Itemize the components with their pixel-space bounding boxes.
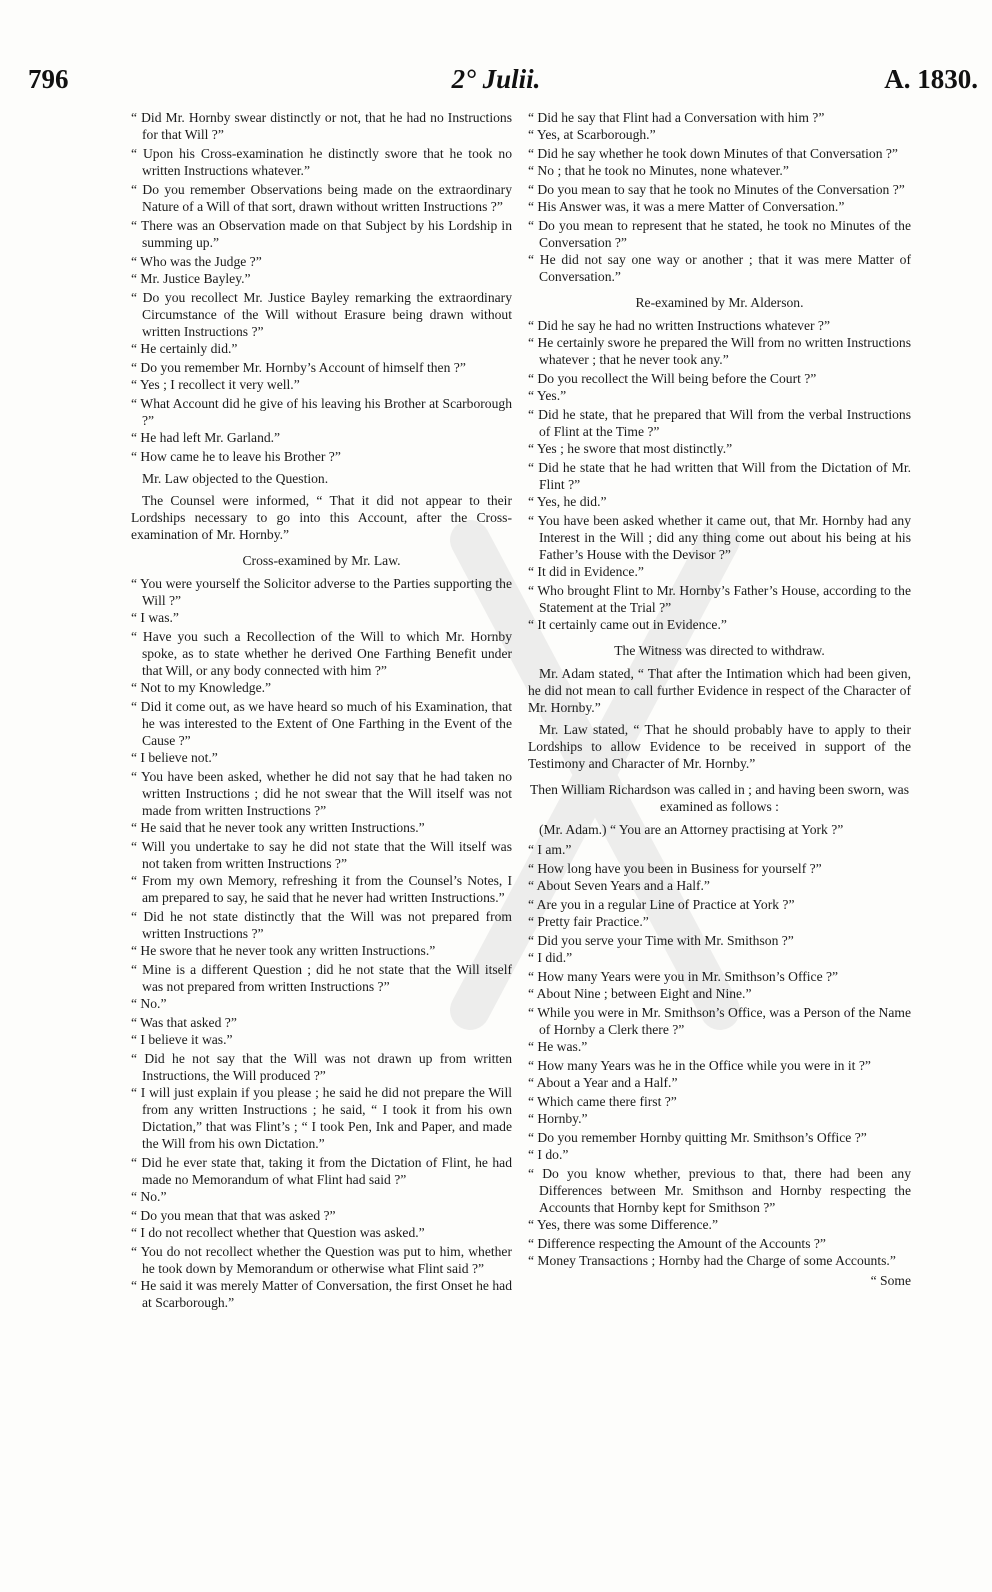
testimony-paragraph: “ Did you serve your Time with Mr. Smithson ?”: [528, 933, 794, 948]
testimony-paragraph: “ Do you mean to represent that he stated, he took no Minutes of the Conversation ?”: [528, 218, 911, 250]
testimony-paragraph: “ Money Transactions ; Hornby had the Charge of some Accounts.”: [528, 1253, 896, 1268]
testimony-paragraph: “ Do you remember Hornby quitting Mr. Smithson’s Office ?”: [528, 1130, 867, 1145]
testimony-paragraph: “ About Seven Years and a Half.”: [528, 878, 710, 893]
testimony-paragraph: “ He had left Mr. Garland.”: [131, 430, 281, 445]
testimony-paragraph: “ Yes, he did.”: [528, 494, 607, 509]
testimony-paragraph: “ I do.”: [528, 1147, 569, 1162]
testimony-paragraph: “ Have you such a Recollection of the Will to which Mr. Hornby spoke, as to state whether he derived One Farthing Benefit under that Will, or any body connected with him ?”: [131, 629, 512, 678]
testimony-paragraph: “ Yes.”: [528, 388, 567, 403]
testimony-paragraph: “ Did he say whether he took down Minutes of that Conversation ?”: [528, 146, 898, 161]
testimony-paragraph: “ Upon his Cross-examination he distinctly swore that he took no written Instructions whatever.”: [131, 146, 512, 178]
testimony-paragraph: “ Do you remember Observations being made on the extraordinary Nature of a Will of that sort, drawn without written Instructions ?”: [131, 182, 512, 214]
page-date-heading: 2° Julii.: [451, 64, 541, 94]
testimony-paragraph: “ About Nine ; between Eight and Nine.”: [528, 986, 752, 1001]
testimony-paragraph: “ You do not recollect whether the Question was put to him, whether he took down by Memorandum or otherwise what Flint said ?”: [131, 1244, 512, 1276]
testimony-paragraph: “ Are you in a regular Line of Practice at York ?”: [528, 897, 795, 912]
testimony-paragraph: “ Which came there first ?”: [528, 1094, 677, 1109]
page-number: 796: [28, 64, 69, 94]
testimony-paragraph: “ Do you remember Mr. Hornby’s Account of himself then ?”: [131, 360, 466, 375]
narrative-paragraph: (Mr. Adam.) “ You are an Attorney practising at York ?”: [539, 822, 844, 837]
testimony-paragraph: “ You have been asked whether it came out, that Mr. Hornby had any Interest in the Will ; did any thing come out about his being at his Father’s House with the Devisor ?”: [528, 513, 911, 562]
testimony-paragraph: “ No.”: [131, 1189, 167, 1204]
testimony-paragraph: “ Mr. Justice Bayley.”: [131, 271, 251, 286]
testimony-paragraph: “ There was an Observation made on that Subject by his Lordship in summing up.”: [131, 218, 512, 250]
narrative-paragraph: Mr. Law objected to the Question.: [142, 471, 329, 486]
testimony-paragraph: “ Pretty fair Practice.”: [528, 914, 649, 929]
testimony-paragraph: “ Did he say he had no written Instructions whatever ?”: [528, 318, 830, 333]
testimony-paragraph: “ Not to my Knowledge.”: [131, 680, 272, 695]
testimony-paragraph: “ What Account did he give of his leaving his Brother at Scarborough ?”: [131, 396, 512, 428]
right-column: [528, 109, 911, 1289]
testimony-paragraph: “ Who was the Judge ?”: [131, 254, 262, 269]
testimony-paragraph: “ He certainly did.”: [131, 341, 238, 356]
section-heading: Re-examined by Mr. Alderson.: [635, 295, 804, 310]
testimony-paragraph: “ Will you undertake to say he did not state that the Will itself was not taken from written Instructions ?”: [131, 839, 512, 871]
testimony-paragraph: “ How many Years was he in the Office while you were in it ?”: [528, 1058, 871, 1073]
narrative-paragraph: Mr. Adam stated, “ That after the Intimation which had been given, he did not mean to call further Evidence in respect of the Character of Mr. Hornby.”: [528, 666, 911, 715]
testimony-paragraph: “ Did he not say that the Will was not drawn up from written Instructions, the Will produced ?”: [131, 1051, 512, 1083]
testimony-paragraph: “ Did it come out, as we have heard so much of his Examination, that he was interested to the Extent of One Farthing in the Event of the Cause ?”: [131, 699, 512, 748]
testimony-paragraph: “ Hornby.”: [528, 1111, 588, 1126]
testimony-paragraph: “ I did.”: [528, 950, 573, 965]
testimony-paragraph: “ Yes, at Scarborough.”: [528, 127, 656, 142]
testimony-paragraph: “ Was that asked ?”: [131, 1015, 237, 1030]
testimony-paragraph: “ No ; that he took no Minutes, none whatever.”: [528, 163, 789, 178]
testimony-paragraph: “ About a Year and a Half.”: [528, 1075, 678, 1090]
testimony-paragraph: “ Mine is a different Question ; did he not state that the Will itself was not prepared from written Instructions ?”: [131, 962, 512, 994]
testimony-paragraph: “ I was.”: [131, 610, 179, 625]
section-heading: Cross-examined by Mr. Law.: [242, 553, 401, 568]
testimony-paragraph: “ Did he state that he had written that Will from the Dictation of Mr. Flint ?”: [528, 460, 911, 492]
testimony-paragraph: “ It certainly came out in Evidence.”: [528, 617, 727, 632]
testimony-paragraph: “ Did Mr. Hornby swear distinctly or not, that he had no Instructions for that Will ?”: [131, 110, 512, 142]
testimony-paragraph: “ I do not recollect whether that Question was asked.”: [131, 1225, 425, 1240]
testimony-paragraph: “ He swore that he never took any written Instructions.”: [131, 943, 436, 958]
testimony-paragraph: “ How came he to leave his Brother ?”: [131, 449, 341, 464]
testimony-paragraph: “ From my own Memory, refreshing it from the Counsel’s Notes, I am prepared to say, he said that he never had written Instructions.”: [131, 873, 512, 905]
testimony-paragraph: “ Do you mean that that was asked ?”: [131, 1208, 336, 1223]
narrative-paragraph: Mr. Law stated, “ That he should probably have to apply to their Lordships to allow Evidence to be received in support of the Testimony and Character of Mr. Hornby.”: [528, 722, 911, 771]
page-year: A. 1830.: [884, 64, 978, 94]
testimony-paragraph: “ You have been asked, whether he did not say that he had taken no written Instructions ; did he not swear that the Will itself was not made from written Instructions ?”: [131, 769, 512, 818]
testimony-paragraph: “ Do you know whether, previous to that, there had been any Differences between Mr. Smithson and Hornby respecting the Accounts that Hornby kept for Smithson ?”: [528, 1166, 911, 1215]
testimony-paragraph: “ Who brought Flint to Mr. Hornby’s Father’s House, according to the Statement at the Trial ?”: [528, 583, 911, 615]
testimony-paragraph: “ How long have you been in Business for yourself ?”: [528, 861, 822, 876]
section-heading: The Witness was directed to withdraw.: [614, 643, 825, 658]
testimony-paragraph: “ No.”: [131, 996, 167, 1011]
testimony-paragraph: “ Did he not state distinctly that the Will was not prepared from written Instructions ?”: [131, 909, 512, 941]
testimony-paragraph: “ He did not say one way or another ; that it was mere Matter of Conversation.”: [528, 252, 911, 284]
testimony-paragraph: “ It did in Evidence.”: [528, 564, 644, 579]
testimony-paragraph: “ Do you recollect Mr. Justice Bayley remarking the extraordinary Circumstance of the Will without Erasure being drawn without written Instructions ?”: [131, 290, 512, 339]
catchword: “ Some: [870, 1273, 911, 1288]
testimony-paragraph: “ Did he ever state that, taking it from the Dictation of Flint, he had made no Memorandum of what Flint had said ?”: [131, 1155, 512, 1187]
testimony-paragraph: “ He said it was merely Matter of Conversation, the first Onset he had at Scarborough.”: [131, 1278, 512, 1310]
testimony-paragraph: “ Difference respecting the Amount of the Accounts ?”: [528, 1236, 826, 1251]
testimony-paragraph: “ His Answer was, it was a mere Matter of Conversation.”: [528, 199, 845, 214]
testimony-paragraph: “ He said that he never took any written Instructions.”: [131, 820, 425, 835]
testimony-paragraph: “ Yes ; I recollect it very well.”: [131, 377, 300, 392]
testimony-paragraph: “ Yes, there was some Difference.”: [528, 1217, 718, 1232]
testimony-paragraph: “ He was.”: [528, 1039, 588, 1054]
testimony-paragraph: “ You were yourself the Solicitor adverse to the Parties supporting the Will ?”: [131, 576, 512, 608]
testimony-paragraph: “ Did he state, that he prepared that Will from the verbal Instructions of Flint at the Time ?”: [528, 407, 911, 439]
testimony-paragraph: “ He certainly swore he prepared the Will from no written Instructions whatever ; that he never took any.”: [528, 335, 911, 367]
testimony-paragraph: “ I believe it was.”: [131, 1032, 233, 1047]
testimony-paragraph: “ Yes ; he swore that most distinctly.”: [528, 441, 733, 456]
testimony-paragraph: “ Do you mean to say that he took no Minutes of the Conversation ?”: [528, 182, 905, 197]
testimony-paragraph: “ Do you recollect the Will being before the Court ?”: [528, 371, 817, 386]
narrative-paragraph: The Counsel were informed, “ That it did not appear to their Lordships necessary to go into this Account, after the Cross-examination of Mr. Hornby.”: [131, 493, 512, 542]
left-column: [131, 109, 512, 1311]
section-heading: Then William Richardson was called in ; and having been sworn, was examined as follows :: [530, 782, 909, 814]
testimony-paragraph: “ I am.”: [528, 842, 572, 857]
testimony-paragraph: “ How many Years were you in Mr. Smithson’s Office ?”: [528, 969, 839, 984]
testimony-paragraph: “ I believe not.”: [131, 750, 218, 765]
testimony-paragraph: “ Did he say that Flint had a Conversation with him ?”: [528, 110, 825, 125]
testimony-paragraph: “ While you were in Mr. Smithson’s Office, was a Person of the Name of Hornby a Clerk there ?”: [528, 1005, 911, 1037]
testimony-paragraph: “ I will just explain if you please ; he said he did not prepare the Will from any written Instructions ; he said, “ I took it from his own Dictation,” that was Flint’s ; “ I took Pen, Ink and Paper, and made the Will from his own Dictation.”: [131, 1085, 512, 1151]
